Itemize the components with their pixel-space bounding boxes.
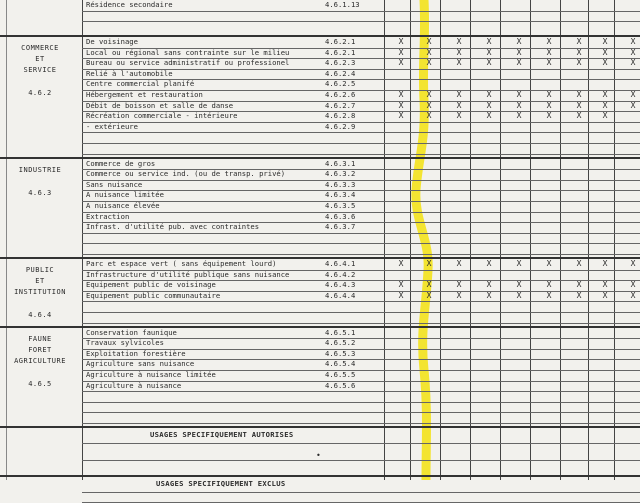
permitted-mark: X	[486, 100, 492, 110]
grid-row-line	[82, 11, 640, 12]
category-title-line: COMMERCE	[21, 43, 59, 52]
permitted-mark: X	[576, 58, 582, 68]
commerce-row-6-label: Hébergement et restauration	[86, 89, 203, 99]
public-row-3-code: 4.6.4.3	[325, 280, 356, 290]
permitted-mark: X	[576, 89, 582, 99]
grid-row-line	[82, 132, 640, 133]
permitted-mark: X	[398, 89, 404, 99]
top-row-label: Résidence secondaire	[86, 0, 173, 9]
commerce-row-7-code: 4.6.2.7	[325, 100, 356, 110]
grid-row-line	[82, 391, 640, 392]
permitted-mark: X	[398, 290, 404, 300]
public-row-4-label: Equipement public communautaire	[86, 290, 221, 300]
grid-row-line	[82, 143, 640, 144]
category-label-industrie	[0, 165, 80, 199]
grid-column-line	[82, 0, 83, 480]
faune-row-6-label: Agriculture à nuisance	[86, 380, 182, 390]
commerce-row-8-code: 4.6.2.8	[325, 111, 356, 121]
grid-row-line	[82, 460, 640, 461]
grid-column-line	[440, 0, 441, 480]
stray-dot: •	[316, 450, 321, 460]
faune-row-5-label: Agriculture à nuisance limitée	[86, 369, 216, 379]
permitted-mark: X	[516, 47, 522, 57]
commerce-row-4-code: 4.6.2.4	[325, 68, 356, 78]
permitted-mark: X	[576, 280, 582, 290]
industrie-row-2-code: 4.6.3.2	[325, 169, 356, 179]
permitted-mark: X	[486, 36, 492, 46]
permitted-mark: X	[516, 258, 522, 268]
industrie-row-1-code: 4.6.3.1	[325, 158, 356, 168]
permitted-mark: X	[546, 58, 552, 68]
permitted-mark: X	[426, 290, 432, 300]
public-row-2-label: Infrastructure d'utilité publique sans nuisance	[86, 269, 290, 279]
faune-row-4-code: 4.6.5.4	[325, 359, 356, 369]
permitted-mark: X	[602, 36, 608, 46]
permitted-mark: X	[546, 100, 552, 110]
permitted-mark: X	[426, 58, 432, 68]
grid-row-line	[82, 233, 640, 234]
category-title-line: FAUNE	[28, 334, 52, 343]
permitted-mark: X	[426, 36, 432, 46]
permitted-mark: X	[426, 89, 432, 99]
permitted-mark: X	[516, 290, 522, 300]
grid-column-line	[384, 0, 385, 480]
permitted-mark: X	[602, 58, 608, 68]
faune-row-2-code: 4.6.5.2	[325, 338, 356, 348]
permitted-mark: X	[576, 100, 582, 110]
commerce-row-1-label: De voisinage	[86, 36, 138, 46]
category-number: 4.6.2	[28, 88, 52, 97]
permitted-mark: X	[630, 258, 636, 268]
grid-row-line	[0, 475, 640, 477]
grid-row-line	[82, 423, 640, 424]
commerce-row-2-code: 4.6.2.1	[325, 47, 356, 57]
permitted-mark: X	[630, 36, 636, 46]
commerce-row-1-code: 4.6.2.1	[325, 36, 356, 46]
permitted-mark: X	[486, 280, 492, 290]
grid-row-line	[82, 443, 640, 444]
industrie-row-5-code: 4.6.3.5	[325, 200, 356, 210]
permitted-mark: X	[456, 280, 462, 290]
permitted-mark: X	[630, 100, 636, 110]
category-title-line: INDUSTRIE	[18, 165, 62, 174]
permitted-mark: X	[426, 47, 432, 57]
permitted-mark: X	[602, 47, 608, 57]
permitted-mark: X	[516, 100, 522, 110]
permitted-mark: X	[456, 89, 462, 99]
permitted-mark: X	[546, 111, 552, 121]
industrie-row-6-code: 4.6.3.6	[325, 211, 356, 221]
yellow-highlighter-mark	[408, 0, 438, 480]
permitted-mark: X	[426, 111, 432, 121]
industrie-row-1-label: Commerce de gros	[86, 158, 156, 168]
category-label-commerce	[0, 43, 80, 99]
industrie-row-6-label: Extraction	[86, 211, 130, 221]
grid-column-line	[410, 0, 411, 480]
category-title-line: SERVICE	[23, 65, 57, 74]
category-title-line: ET	[35, 276, 45, 285]
industrie-row-7-label: Infrast. d'utilité pub. avec contraintes	[86, 222, 260, 232]
permitted-mark: X	[576, 290, 582, 300]
grid-row-line	[82, 492, 640, 493]
public-row-1-label: Parc et espace vert ( sans équipement lourd)	[86, 258, 277, 268]
permitted-mark: X	[602, 100, 608, 110]
permitted-mark: X	[576, 258, 582, 268]
permitted-mark: X	[456, 290, 462, 300]
permitted-mark: X	[456, 111, 462, 121]
permitted-mark: X	[398, 100, 404, 110]
grid-column-line	[470, 0, 471, 480]
permitted-mark: X	[486, 47, 492, 57]
permitted-mark: X	[630, 47, 636, 57]
commerce-row-9-code: 4.6.2.9	[325, 121, 356, 131]
permitted-mark: X	[516, 111, 522, 121]
public-row-4-code: 4.6.4.4	[325, 290, 356, 300]
permitted-mark: X	[426, 258, 432, 268]
grid-row-line	[82, 312, 640, 313]
permitted-mark: X	[546, 36, 552, 46]
grid-row-line	[82, 21, 640, 22]
permitted-mark: X	[630, 58, 636, 68]
permitted-mark: X	[516, 280, 522, 290]
permitted-mark: X	[486, 89, 492, 99]
commerce-row-3-code: 4.6.2.3	[325, 58, 356, 68]
permitted-mark: X	[398, 58, 404, 68]
faune-row-6-code: 4.6.5.6	[325, 380, 356, 390]
permitted-mark: X	[576, 111, 582, 121]
faune-row-4-label: Agriculture sans nuisance	[86, 359, 195, 369]
permitted-mark: X	[546, 89, 552, 99]
commerce-row-5-label: Centre commercial planifé	[86, 79, 195, 89]
grid-row-line	[0, 426, 640, 428]
commerce-row-3-label: Bureau ou service administratif ou professionel	[86, 58, 290, 68]
category-title-line: ET	[35, 54, 45, 63]
grid-column-line	[560, 0, 561, 480]
faune-row-3-code: 4.6.5.3	[325, 348, 356, 358]
permitted-mark: X	[576, 47, 582, 57]
industrie-row-4-label: A nuisance limitée	[86, 190, 164, 200]
industrie-row-3-code: 4.6.3.3	[325, 179, 356, 189]
top-row-code: 4.6.1.13	[325, 0, 360, 9]
commerce-row-8-label: Récréation commerciale - intérieure	[86, 111, 238, 121]
permitted-mark: X	[516, 89, 522, 99]
faune-row-2-label: Travaux sylvicoles	[86, 338, 164, 348]
permitted-mark: X	[602, 89, 608, 99]
category-title-line: FORET	[28, 345, 52, 354]
faune-row-1-code: 4.6.5.1	[325, 327, 356, 337]
permitted-mark: X	[398, 36, 404, 46]
permitted-mark: X	[546, 47, 552, 57]
permitted-mark: X	[398, 258, 404, 268]
permitted-mark: X	[546, 258, 552, 268]
permitted-mark: X	[426, 280, 432, 290]
category-title-line: INSTITUTION	[14, 287, 66, 296]
grid-column-line	[530, 0, 531, 480]
industrie-row-5-label: A nuisance élevée	[86, 200, 160, 210]
permitted-mark: X	[576, 36, 582, 46]
grid-row-line	[82, 323, 640, 324]
category-number: 4.6.4	[28, 310, 52, 319]
commerce-row-7-label: Débit de boisson et salle de danse	[86, 100, 234, 110]
permitted-mark: X	[516, 36, 522, 46]
faune-row-3-label: Exploitation forestière	[86, 348, 186, 358]
commerce-row-9-label: - extérieure	[86, 121, 138, 131]
grid-row-line	[82, 243, 640, 244]
permitted-mark: X	[486, 290, 492, 300]
section-title-authorized: USAGES SPECIFIQUEMENT AUTORISES	[150, 429, 294, 439]
public-row-2-code: 4.6.4.2	[325, 269, 356, 279]
category-label-faune	[0, 334, 80, 390]
permitted-mark: X	[456, 58, 462, 68]
industrie-row-3-label: Sans nuisance	[86, 179, 143, 189]
grid-row-line	[82, 301, 640, 302]
industrie-row-2-label: Commerce ou service ind. (ou de transp. privé)	[86, 169, 286, 179]
grid-column-line	[588, 0, 589, 480]
commerce-row-5-code: 4.6.2.5	[325, 79, 356, 89]
permitted-mark: X	[630, 280, 636, 290]
grid-row-line	[82, 402, 640, 403]
permitted-mark: X	[486, 258, 492, 268]
permitted-mark: X	[602, 111, 608, 121]
permitted-mark: X	[486, 58, 492, 68]
permitted-mark: X	[426, 100, 432, 110]
grid-row-line	[82, 154, 640, 155]
permitted-mark: X	[546, 290, 552, 300]
commerce-row-2-label: Local ou régional sans contrainte sur le milieu	[86, 47, 290, 57]
permitted-mark: X	[398, 47, 404, 57]
permitted-mark: X	[602, 258, 608, 268]
permitted-mark: X	[546, 280, 552, 290]
category-label-public	[0, 265, 80, 321]
category-number: 4.6.5	[28, 379, 52, 388]
grid-row-line	[82, 254, 640, 255]
permitted-mark: X	[602, 290, 608, 300]
permitted-mark: X	[602, 280, 608, 290]
industrie-row-4-code: 4.6.3.4	[325, 190, 356, 200]
grid-row-line	[82, 412, 640, 413]
commerce-row-4-label: Relié à l'automobile	[86, 68, 173, 78]
permitted-mark: X	[456, 258, 462, 268]
industrie-row-7-code: 4.6.3.7	[325, 222, 356, 232]
permitted-mark: X	[486, 111, 492, 121]
permitted-mark: X	[630, 290, 636, 300]
permitted-mark: X	[456, 47, 462, 57]
category-title-line: PUBLIC	[25, 265, 55, 274]
commerce-row-6-code: 4.6.2.6	[325, 89, 356, 99]
faune-row-1-label: Conservation faunique	[86, 327, 177, 337]
public-row-3-label: Equipement public de voisinage	[86, 280, 216, 290]
permitted-mark: X	[398, 280, 404, 290]
permitted-mark: X	[398, 111, 404, 121]
permitted-mark: X	[456, 100, 462, 110]
section-title-excluded: USAGES SPECIFIQUEMENT EXCLUS	[156, 478, 286, 488]
public-row-1-code: 4.6.4.1	[325, 258, 356, 268]
grid-column-line	[614, 0, 615, 480]
category-title-line: AGRICULTURE	[14, 356, 66, 365]
faune-row-5-code: 4.6.5.5	[325, 369, 356, 379]
grid-column-line	[500, 0, 501, 480]
category-number: 4.6.3	[28, 188, 52, 197]
permitted-mark: X	[456, 36, 462, 46]
permitted-mark: X	[516, 58, 522, 68]
permitted-mark: X	[630, 89, 636, 99]
